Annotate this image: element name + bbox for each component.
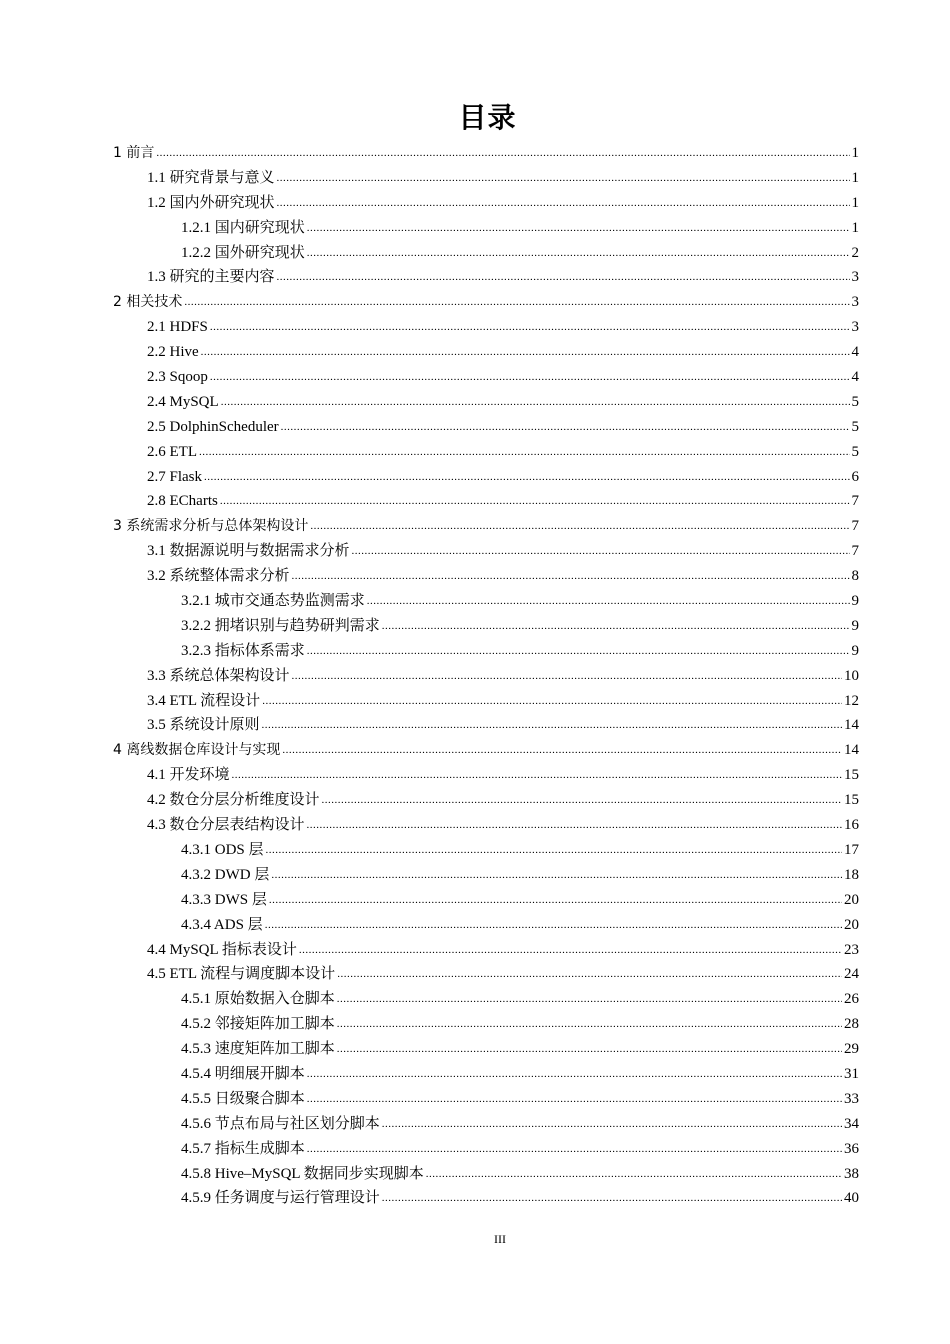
toc-entry-title: 3.3 系统总体架构设计 — [147, 667, 290, 684]
toc-entry-title: 3.1 数据源说明与数据需求分析 — [147, 543, 350, 560]
toc-entry[interactable] — [113, 539, 859, 564]
toc-entry-title: 1 前言 — [113, 145, 155, 161]
toc-entry[interactable] — [113, 1062, 859, 1087]
toc-entry-page-number: 5 — [851, 443, 859, 460]
toc-entry-title: 1.2 国内外研究现状 — [147, 194, 275, 211]
toc-entry[interactable] — [113, 639, 859, 664]
toc-entry[interactable] — [113, 664, 859, 689]
dot-leader — [307, 241, 850, 266]
dot-leader — [292, 664, 842, 689]
toc-entry[interactable] — [113, 1137, 859, 1162]
toc-entry-title: 4.2 数仓分层分析维度设计 — [147, 792, 320, 809]
toc-entry-page-number: 6 — [851, 468, 859, 485]
toc-entry-page-number: 5 — [851, 393, 859, 410]
toc-entry-page-number: 17 — [844, 841, 859, 858]
toc-entry-page-number: 4 — [851, 369, 859, 386]
toc-entry[interactable] — [113, 1186, 859, 1211]
toc-entry[interactable] — [113, 216, 859, 241]
toc-entry[interactable] — [113, 166, 859, 191]
toc-entry[interactable] — [113, 1012, 859, 1037]
toc-entry-title: 4.5.5 日级聚合脚本 — [181, 1090, 305, 1107]
toc-entry[interactable] — [113, 614, 859, 639]
toc-entry-page-number: 15 — [844, 767, 859, 784]
toc-entry[interactable] — [113, 1162, 859, 1187]
toc-entry-title: 3.5 系统设计原则 — [147, 717, 260, 734]
toc-entry[interactable] — [113, 315, 859, 340]
toc-entry[interactable] — [113, 1037, 859, 1062]
toc-entry-page-number: 9 — [851, 593, 859, 610]
toc-entry-page-number: 8 — [851, 568, 859, 585]
toc-entry-page-number: 14 — [844, 742, 859, 759]
dot-leader — [221, 390, 850, 415]
toc-entry[interactable] — [113, 589, 859, 614]
dot-leader — [199, 440, 850, 465]
dot-leader — [352, 539, 850, 564]
toc-entry-page-number: 1 — [851, 169, 859, 186]
toc-entry[interactable] — [113, 962, 859, 987]
toc-entry[interactable] — [113, 938, 859, 963]
toc-entry[interactable] — [113, 340, 859, 365]
toc-entry-page-number: 7 — [851, 493, 859, 510]
toc-entry-title: 1.2.2 国外研究现状 — [181, 244, 305, 261]
dot-leader — [277, 166, 850, 191]
toc-entry[interactable] — [113, 1112, 859, 1137]
toc-entry-title: 2.3 Sqoop — [147, 369, 208, 386]
toc-entry[interactable] — [113, 465, 859, 490]
toc-entry-title: 3 系统需求分析与总体架构设计 — [113, 518, 309, 535]
toc-entry[interactable] — [113, 290, 859, 315]
toc-entry-title: 4.5.7 指标生成脚本 — [181, 1140, 305, 1157]
toc-entry[interactable] — [113, 689, 859, 714]
toc-entry-title: 4.4 MySQL 指标表设计 — [147, 941, 297, 958]
toc-entry-page-number: 34 — [844, 1115, 859, 1132]
toc-entry[interactable] — [113, 489, 859, 514]
toc-entry-page-number: 10 — [844, 667, 859, 684]
dot-leader — [307, 639, 850, 664]
dot-leader — [271, 863, 842, 888]
dot-leader — [307, 1137, 842, 1162]
dot-leader — [307, 1062, 842, 1087]
toc-entry-page-number: 31 — [844, 1065, 859, 1082]
toc-entry[interactable] — [113, 888, 859, 913]
dot-leader — [382, 1112, 842, 1137]
page-number: III — [494, 1232, 506, 1246]
toc-entry-title: 2.7 Flask — [147, 468, 203, 485]
toc-entry[interactable] — [113, 265, 859, 290]
toc-entry-title: 4.5.4 明细展开脚本 — [181, 1065, 305, 1082]
toc-entry[interactable] — [113, 365, 859, 390]
dot-leader — [266, 838, 842, 863]
toc-entry-title: 4.3.3 DWS 层 — [181, 891, 267, 908]
dot-leader — [156, 141, 849, 166]
toc-entry-title: 3.2.1 城市交通态势监测需求 — [181, 593, 365, 610]
dot-leader — [337, 1037, 842, 1062]
toc-entry-page-number: 4 — [851, 344, 859, 361]
toc-entry-page-number: 9 — [851, 642, 859, 659]
toc-entry[interactable] — [113, 913, 859, 938]
toc-entry[interactable] — [113, 738, 859, 763]
toc-entry-page-number: 7 — [851, 543, 859, 560]
toc-entry-page-number: 36 — [844, 1140, 859, 1157]
toc-entry-title: 2.1 HDFS — [147, 319, 208, 336]
toc-entry-page-number: 3 — [851, 319, 859, 336]
toc-entry-title: 4.5 ETL 流程与调度脚本设计 — [147, 966, 336, 983]
toc-entry-title: 4 离线数据仓库设计与实现 — [113, 742, 281, 759]
toc-entry[interactable] — [113, 788, 859, 813]
dot-leader — [265, 913, 842, 938]
toc-entry-title: 3.4 ETL 流程设计 — [147, 692, 261, 709]
toc-entry-page-number: 40 — [844, 1190, 859, 1207]
dot-leader — [337, 1012, 842, 1037]
toc-entry[interactable] — [113, 564, 859, 589]
toc-entry-page-number: 5 — [851, 418, 859, 435]
toc-entry-page-number: 20 — [844, 916, 859, 933]
dot-leader — [307, 1087, 842, 1112]
toc-entry-page-number: 16 — [844, 817, 859, 834]
dot-leader — [299, 938, 842, 963]
toc-entry-title: 4.5.2 邻接矩阵加工脚本 — [181, 1016, 335, 1033]
toc-entry[interactable] — [113, 440, 859, 465]
toc-entry-page-number: 15 — [844, 792, 859, 809]
table-of-contents — [113, 141, 859, 1211]
dot-leader — [282, 738, 842, 763]
dot-leader — [382, 614, 850, 639]
toc-entry-page-number: 20 — [844, 891, 859, 908]
dot-leader — [307, 813, 842, 838]
toc-title: 目录 — [458, 101, 517, 134]
toc-entry-page-number: 1 — [851, 145, 859, 161]
toc-entry-page-number: 33 — [844, 1090, 859, 1107]
dot-leader — [277, 191, 850, 216]
toc-entry-title: 2.5 DolphinScheduler — [147, 418, 279, 435]
dot-leader — [210, 315, 850, 340]
toc-entry[interactable] — [113, 241, 859, 266]
toc-entry-title: 2.2 Hive — [147, 344, 199, 361]
toc-entry-page-number: 28 — [844, 1016, 859, 1033]
toc-entry-title: 3.2.2 拥堵识别与趋势研判需求 — [181, 617, 380, 634]
toc-entry[interactable] — [113, 763, 859, 788]
dot-leader — [262, 689, 842, 714]
toc-entry-page-number: 12 — [844, 692, 859, 709]
toc-entry-title: 4.5.8 Hive–MySQL 数据同步实现脚本 — [181, 1165, 424, 1182]
dot-leader — [367, 589, 850, 614]
toc-entry-page-number: 29 — [844, 1041, 859, 1058]
toc-entry[interactable] — [113, 713, 859, 738]
toc-entry-title: 2.4 MySQL — [147, 393, 219, 410]
toc-entry-title: 4.5.6 节点布局与社区划分脚本 — [181, 1115, 380, 1132]
toc-entry-page-number: 2 — [851, 244, 859, 261]
toc-entry-title: 3.2 系统整体需求分析 — [147, 568, 290, 585]
toc-entry-page-number: 14 — [844, 717, 859, 734]
dot-leader — [262, 713, 842, 738]
toc-entry-title: 2 相关技术 — [113, 294, 183, 311]
dot-leader — [307, 216, 850, 241]
toc-entry[interactable] — [113, 390, 859, 415]
toc-entry-page-number: 3 — [851, 294, 859, 311]
toc-entry[interactable] — [113, 514, 859, 539]
toc-entry-page-number: 7 — [851, 518, 859, 535]
dot-leader — [310, 514, 849, 539]
dot-leader — [269, 888, 842, 913]
dot-leader — [281, 415, 850, 440]
toc-entry-title: 1.1 研究背景与意义 — [147, 169, 275, 186]
dot-leader — [337, 987, 842, 1012]
toc-entry-page-number: 3 — [851, 269, 859, 286]
dot-leader — [210, 365, 850, 390]
toc-entry-page-number: 23 — [844, 941, 859, 958]
toc-entry-page-number: 38 — [844, 1165, 859, 1182]
dot-leader — [322, 788, 842, 813]
toc-entry[interactable] — [113, 415, 859, 440]
toc-entry[interactable] — [113, 987, 859, 1012]
dot-leader — [232, 763, 842, 788]
toc-entry-page-number: 1 — [851, 219, 859, 236]
toc-entry-title: 4.5.9 任务调度与运行管理设计 — [181, 1190, 380, 1207]
toc-entry-title: 4.3 数仓分层表结构设计 — [147, 817, 305, 834]
dot-leader — [184, 290, 849, 315]
toc-entry[interactable] — [113, 141, 859, 166]
toc-entry-title: 3.2.3 指标体系需求 — [181, 642, 305, 659]
toc-entry-title: 4.3.1 ODS 层 — [181, 841, 264, 858]
toc-entry-title: 2.6 ETL — [147, 443, 197, 460]
toc-entry-page-number: 9 — [851, 617, 859, 634]
dot-leader — [292, 564, 850, 589]
dot-leader — [337, 962, 842, 987]
dot-leader — [204, 465, 849, 490]
toc-entry-page-number: 24 — [844, 966, 859, 983]
toc-entry-title: 4.1 开发环境 — [147, 767, 230, 784]
toc-entry-title: 4.5.3 速度矩阵加工脚本 — [181, 1041, 335, 1058]
toc-entry-page-number: 26 — [844, 991, 859, 1008]
dot-leader — [426, 1162, 842, 1187]
toc-entry[interactable] — [113, 863, 859, 888]
toc-entry-title: 1.2.1 国内研究现状 — [181, 219, 305, 236]
dot-leader — [220, 489, 850, 514]
toc-entry-title: 4.5.1 原始数据入仓脚本 — [181, 991, 335, 1008]
toc-entry-title: 4.3.2 DWD 层 — [181, 866, 270, 883]
toc-entry[interactable] — [113, 1087, 859, 1112]
toc-entry-page-number: 1 — [851, 194, 859, 211]
toc-entry-title: 1.3 研究的主要内容 — [147, 269, 275, 286]
toc-entry-page-number: 18 — [844, 866, 859, 883]
toc-entry[interactable] — [113, 813, 859, 838]
dot-leader — [277, 265, 850, 290]
dot-leader — [201, 340, 850, 365]
toc-entry-title: 2.8 ECharts — [147, 493, 218, 510]
toc-entry[interactable] — [113, 838, 859, 863]
toc-entry[interactable] — [113, 191, 859, 216]
toc-entry-title: 4.3.4 ADS 层 — [181, 916, 263, 933]
dot-leader — [382, 1186, 842, 1211]
